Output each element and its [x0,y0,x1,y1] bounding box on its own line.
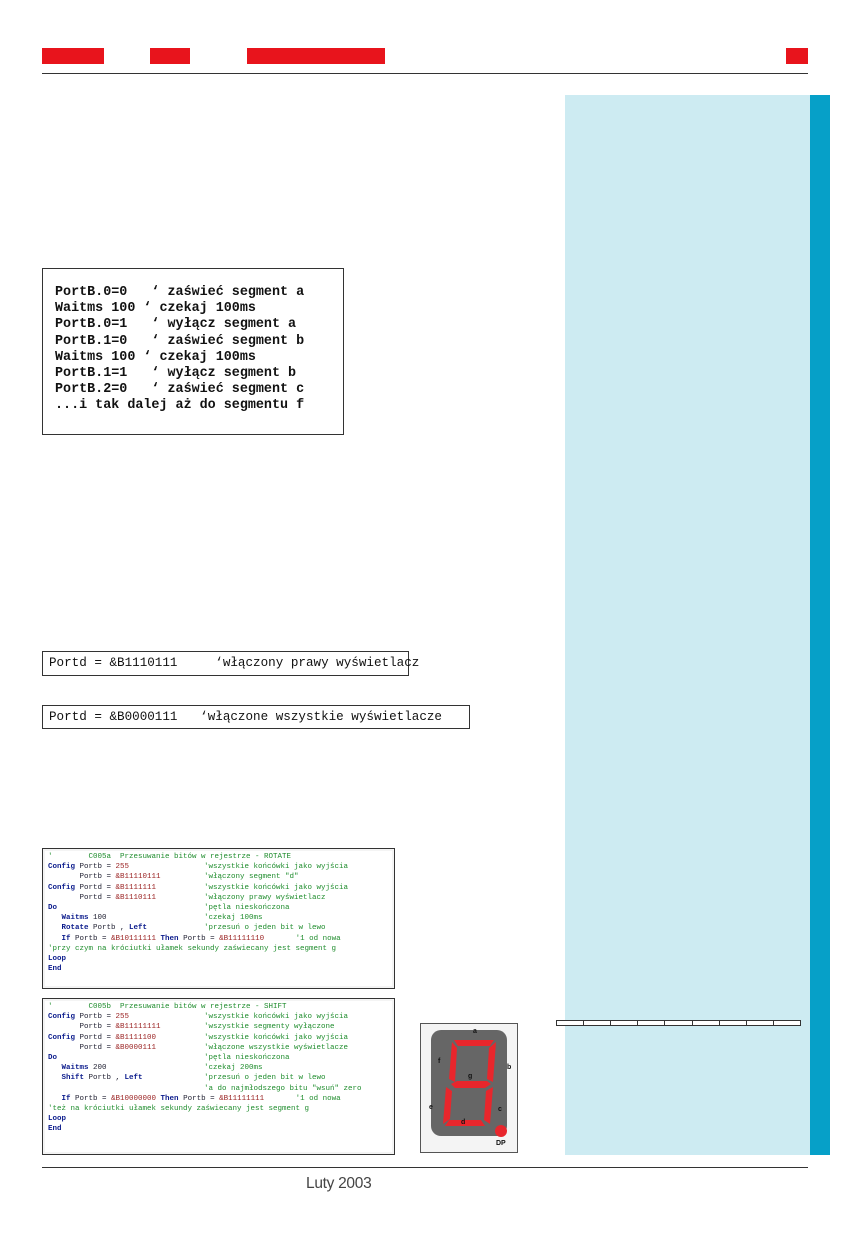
code-token: Loop [48,1115,67,1124]
code-row [48,1053,392,1063]
code-token: Portb = [183,1094,220,1103]
code-strip-2 [42,705,470,729]
code-token: 255 [115,1013,130,1022]
code-token: Config [48,1033,80,1042]
segment-label-a: a [473,1028,477,1035]
code-row-code [48,1022,161,1032]
code-screenshot-rotate [42,848,395,989]
code-row [48,1104,392,1114]
seven-segment-drawing [421,1024,517,1152]
code-token: If [48,1094,76,1103]
code-row [48,1012,392,1022]
code-token: Portb = [75,934,112,943]
code-token: Then [160,1094,184,1103]
code-token: Left [129,924,148,933]
code-strip-text: Portd = &B1110111 ‘włączony prawy wyświetlacz [49,656,420,670]
code-token: Portb = [79,1013,116,1022]
code-row [48,944,392,954]
code-row-code [48,1114,66,1124]
code-token: &B11111111 [219,1094,265,1103]
segment-label-g: g [468,1073,473,1080]
code-row-code [48,913,107,923]
code-token: 255 [115,863,130,872]
code-row-comment: 'włączony prawy wyświetlacz [204,893,326,902]
code-row [48,872,392,882]
code-row [48,862,392,872]
code-row [48,852,392,862]
code-line: ...i tak dalej aż do segmentu f [55,398,305,414]
code-row [48,913,392,923]
code-line: Waitms 100 ‘ czekaj 100ms [55,301,256,317]
code-row-code [48,1063,107,1073]
code-strip-text: Portd = &B0000111 ‘włączone wszystkie wyświetlacze [49,710,442,724]
code-row-code [48,1002,287,1012]
code-row-comment: 'a do najmłodszego bitu "wsuń" zero [204,1084,362,1093]
code-row-code [48,923,147,933]
segment-label-dp: DP [496,1140,506,1147]
code-row-code [48,883,156,893]
code-token: Config [48,863,80,872]
sidebar-table-cell [610,1020,637,1026]
code-row [48,923,392,933]
code-token: Portb , [93,924,130,933]
code-line: PortB.1=1 ‘ wyłącz segment b [55,366,297,382]
code-token: Shift [48,1074,89,1083]
code-token: '1 od nowa [264,1094,341,1103]
code-row-comment: 'wszystkie końcówki jako wyjścia [204,863,349,872]
segment-label-b: b [507,1064,512,1071]
code-token: &B10000000 [111,1094,161,1103]
seven-segment-figure [420,1023,518,1153]
code-token: &B11110111 [115,873,161,882]
code-token: &B10111111 [111,934,161,943]
code-token: &B0000111 [115,1043,157,1052]
code-row-comment: 'wszystkie segmenty wyłączone [204,1023,335,1032]
code-token: 100 [93,914,107,923]
sidebar-table-cell [692,1020,719,1026]
code-row-comment: 'przesuń o jeden bit w lewo [204,924,326,933]
sidebar-table-cell [664,1020,691,1026]
code-row [48,1033,392,1043]
code-row [48,903,392,913]
code-row-code [48,1124,62,1134]
sidebar-table-cell [556,1020,583,1026]
code-token: &B1111100 [115,1033,157,1042]
code-row-code [48,1104,309,1114]
code-token: End [48,965,62,974]
code-token: If [48,934,76,943]
code-token: &B1111111 [115,883,157,892]
code-line: PortB.0=1 ‘ wyłącz segment a [55,317,297,333]
code-listing-box [42,268,344,435]
code-line: PortB.2=0 ‘ zaświeć segment c [55,382,305,398]
code-row-code [48,1053,57,1063]
code-row-code [48,964,62,974]
header-bar-4 [786,48,808,64]
code-row-code [48,1012,129,1022]
code-token: '1 od nowa [264,934,341,943]
code-token: C005b Przesuwanie bitów w rejestrze - SHIFT [52,1003,287,1011]
code-row-code [48,903,57,913]
code-row-comment: 'włączone wszystkie wyświetlacze [204,1043,349,1052]
segment-g [451,1081,491,1088]
code-row [48,1094,392,1104]
code-token: Rotate [48,924,94,933]
code-token: Do [48,903,58,912]
code-token: 'też na króciutki ułamek sekundy zaświecany jest segment g [48,1104,310,1113]
code-token: Then [160,934,184,943]
code-row-comment: 'czekaj 100ms [204,914,263,923]
code-row-comment: 'przesuń o jeden bit w lewo [204,1074,326,1083]
code-token: ' [48,1003,53,1011]
code-token: 200 [93,1064,107,1073]
code-line: PortB.1=0 ‘ zaświeć segment b [55,333,305,349]
code-row [48,893,392,903]
code-token: Portd = [79,1033,116,1042]
code-token: 'przy czym na króciutki ułamek sekundy zaświecany jest segment g [48,944,337,953]
code-editor-shift [45,1001,392,1152]
code-token: Config [48,1013,80,1022]
code-token: Waitms [48,1064,94,1073]
code-row-code [48,944,336,954]
code-token: &B11111110 [219,934,265,943]
code-row [48,964,392,974]
code-token: Portb = [79,863,116,872]
code-token: Portd = [48,893,116,902]
code-row [48,1043,392,1053]
code-token: ' [48,853,53,861]
code-row-comment: 'wszystkie końcówki jako wyjścia [204,883,349,892]
sidebar-table-cell [773,1020,801,1026]
code-token: C005a Przesuwanie bitów w rejestrze - ROTATE [52,853,292,861]
header-bar-2 [150,48,190,64]
code-token: &B11111111 [115,1023,161,1032]
code-screenshot-shift [42,998,395,1155]
code-row-code [48,862,129,872]
code-token: Do [48,1053,58,1062]
sidebar-stripe [810,95,830,1155]
footer-rule [42,1167,808,1168]
segment-label-d: d [461,1119,466,1126]
code-row [48,1073,392,1083]
code-row-code [48,852,291,862]
code-row-comment: 'wszystkie końcówki jako wyjścia [204,1013,349,1022]
code-row [48,954,392,964]
sidebar-table-cell [583,1020,610,1026]
segment-label-f: f [438,1058,441,1065]
code-editor-rotate [45,851,392,986]
code-row-comment: 'pętla nieskończona [204,903,290,912]
code-row [48,1124,392,1134]
code-token: Loop [48,954,67,963]
code-row-code [48,893,156,903]
header-rule [42,73,808,74]
code-row-comment: 'pętla nieskończona [204,1053,290,1062]
code-row [48,1114,392,1124]
segment-label-e: e [429,1104,433,1111]
code-token: Waitms [48,914,94,923]
code-token: End [48,1125,62,1134]
code-row [48,883,392,893]
code-row-code [48,1033,156,1043]
sidebar-table-cell [746,1020,773,1026]
code-row-comment: 'czekaj 200ms [204,1064,263,1073]
code-token: Portb = [75,1094,112,1103]
code-token: Portb = [48,1023,116,1032]
sidebar-table-cell [637,1020,664,1026]
code-strip-1 [42,651,420,676]
code-token: Portd = [79,883,116,892]
code-token: Portb , [88,1074,125,1083]
code-row-comment: 'włączony segment "d" [204,873,299,882]
code-row-code [48,1043,156,1053]
code-row [48,1084,392,1094]
code-token: &B1110111 [115,893,157,902]
code-row [48,1002,392,1012]
code-line: Waitms 100 ‘ czekaj 100ms [55,349,256,365]
code-row [48,934,392,944]
code-token: Portb = [48,873,116,882]
code-token: Portb = [183,934,220,943]
code-row-code [48,1094,341,1104]
header-bar-3 [247,48,385,64]
code-row [48,1022,392,1032]
code-row-code [48,1073,143,1083]
sidebar-panel [565,95,810,1155]
segment-dp [495,1125,507,1137]
code-row-comment: 'wszystkie końcówki jako wyjścia [204,1033,349,1042]
segment-label-c: c [498,1106,502,1113]
footer-issue-date: Luty 2003 [306,1175,372,1192]
segment-a [454,1040,494,1046]
code-token: Left [124,1074,143,1083]
header-bar-1 [42,48,104,64]
sidebar-table-cell [719,1020,746,1026]
code-token: Config [48,883,80,892]
code-token: Portd = [48,1043,116,1052]
code-row-code [48,872,161,882]
sidebar-table-row [556,1020,801,1026]
code-row-code [48,934,341,944]
code-row [48,1063,392,1073]
code-row-code [48,954,66,964]
code-line: PortB.0=0 ‘ zaświeć segment a [55,285,305,300]
